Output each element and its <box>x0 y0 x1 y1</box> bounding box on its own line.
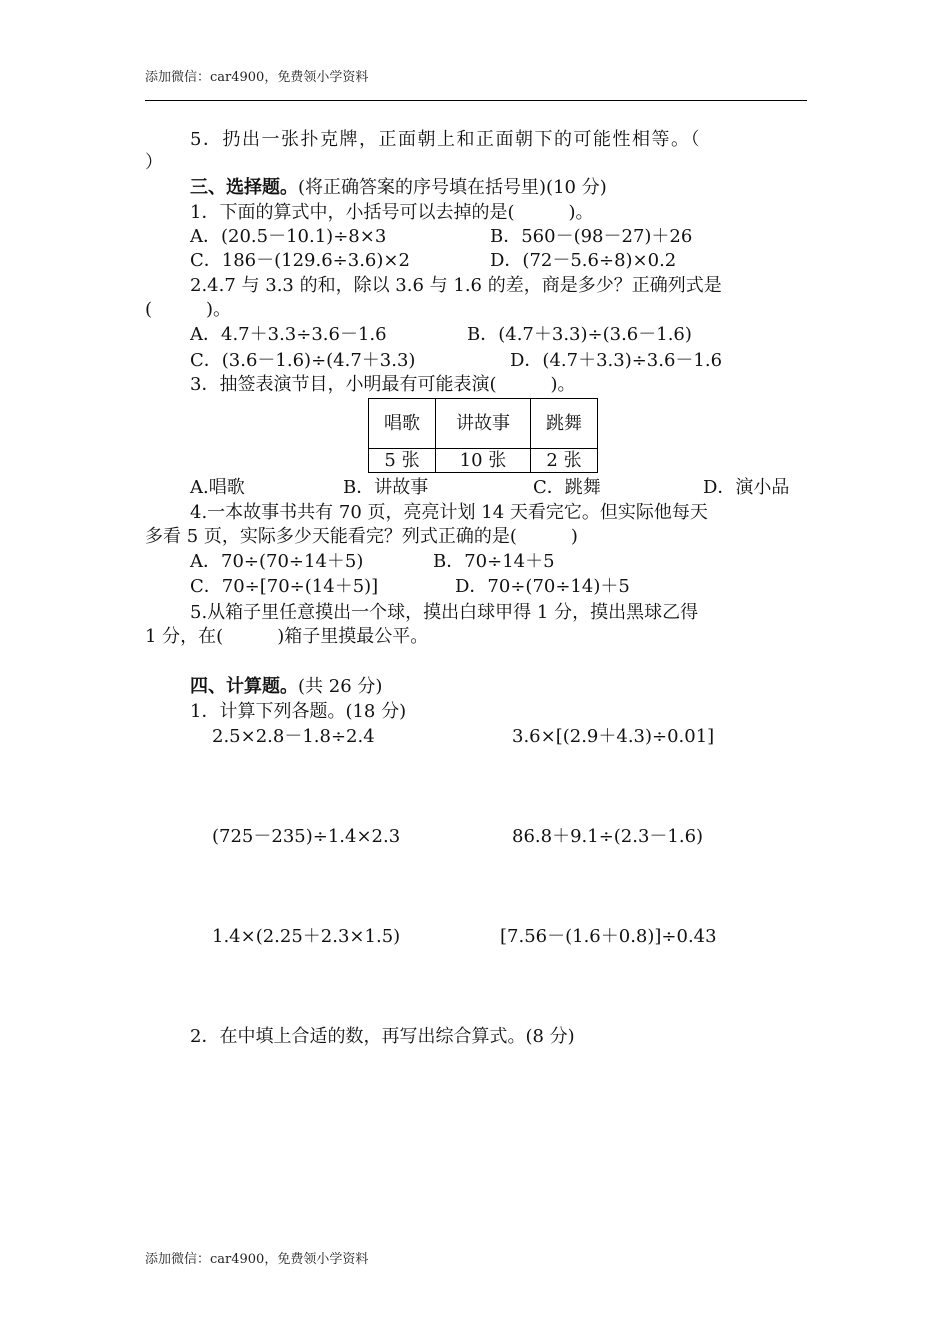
lottery-table-header: 跳舞 <box>531 399 598 449</box>
choice-q5-stem-line2: 1 分，在( )箱子里摸最公平。 <box>145 626 429 647</box>
judge-q5-line1: 5．扔出一张扑克牌，正面朝上和正面朝下的可能性相等。（ <box>190 129 701 150</box>
choice-q3-option-a: A.唱歌 <box>190 477 245 498</box>
choice-section-title: 三、选择题。 <box>190 177 298 198</box>
choice-section-heading <box>190 176 607 200</box>
choice-q4-stem-line2: 多看 5 页，实际多少天能看完？列式正确的是( ) <box>145 526 578 547</box>
choice-q1-option-d: D．(72－5.6÷8)×0.2 <box>490 250 677 271</box>
choice-q1-option-c: C．186－(129.6÷3.6)×2 <box>190 250 410 271</box>
choice-q4-option-d: D．70÷(70÷14)＋5 <box>455 576 630 597</box>
choice-q4-stem-line1: 4.一本故事书共有 70 页，亮亮计划 14 天看完它。但实际他每天 <box>190 502 708 523</box>
lottery-table-cell: 5 张 <box>369 449 436 473</box>
lottery-table-cell: 10 张 <box>436 449 531 473</box>
choice-q2-stem-line1: 2.4.7 与 3.3 的和，除以 3.6 与 1.6 的差，商是多少？正确列式是 <box>190 275 722 296</box>
choice-q2-option-b: B．(4.7＋3.3)÷(3.6－1.6) <box>467 324 692 345</box>
choice-q3-option-b: B．讲故事 <box>343 477 429 498</box>
choice-q2-option-c: C．(3.6－1.6)÷(4.7＋3.3) <box>190 350 416 371</box>
calc-expression: 1.4×(2.25＋2.3×1.5) <box>212 926 401 947</box>
calc-q1-stem: 1．计算下列各题。(18 分) <box>190 701 407 722</box>
lottery-table <box>368 398 598 473</box>
calc-section-title: 四、计算题。 <box>190 676 298 697</box>
calc-section-note: (共 26 分) <box>298 676 383 697</box>
lottery-table-cell: 2 张 <box>531 449 598 473</box>
choice-q4-option-c: C．70÷[70÷(14＋5)] <box>190 576 379 597</box>
page-header: 添加微信：car4900，免费领小学资料 <box>145 70 369 85</box>
choice-q3-stem: 3．抽签表演节目，小明最有可能表演( )。 <box>190 374 576 395</box>
lottery-table-header: 唱歌 <box>369 399 436 449</box>
calc-expression: [7.56－(1.6＋0.8)]÷0.43 <box>500 926 717 947</box>
choice-q2-stem-line2: ( )。 <box>145 299 232 320</box>
page-footer: 添加微信：car4900，免费领小学资料 <box>145 1252 369 1267</box>
calc-expression: 3.6×[(2.9＋4.3)÷0.01] <box>512 726 715 747</box>
choice-q2-option-d: D．(4.7＋3.3)÷3.6－1.6 <box>510 350 723 371</box>
judge-q5-line2: ） <box>145 152 163 173</box>
calc-expression: 2.5×2.8－1.8÷2.4 <box>212 726 375 747</box>
choice-section-note: (将正确答案的序号填在括号里)(10 分) <box>298 177 607 198</box>
calc-q2-stem: 2．在中填上合适的数，再写出综合算式。(8 分) <box>190 1026 575 1047</box>
choice-q1-option-a: A．(20.5－10.1)÷8×3 <box>190 226 387 247</box>
choice-q5-stem-line1: 5.从箱子里任意摸出一个球，摸出白球甲得 1 分，摸出黑球乙得 <box>190 602 699 623</box>
choice-q4-option-a: A．70÷(70÷14＋5) <box>190 551 364 572</box>
calc-expression: (725－235)÷1.4×2.3 <box>212 826 401 847</box>
choice-q1-option-b: B．560－(98－27)＋26 <box>490 226 693 247</box>
header-divider <box>145 100 807 101</box>
calc-section-heading <box>190 675 382 699</box>
choice-q2-option-a: A．4.7＋3.3÷3.6－1.6 <box>190 324 387 345</box>
choice-q3-option-d: D．演小品 <box>703 477 790 498</box>
lottery-table-header: 讲故事 <box>436 399 531 449</box>
choice-q3-option-c: C．跳舞 <box>533 477 601 498</box>
choice-q1-stem: 1．下面的算式中，小括号可以去掉的是( )。 <box>190 202 594 223</box>
choice-q4-option-b: B．70÷14＋5 <box>433 551 555 572</box>
calc-expression: 86.8＋9.1÷(2.3－1.6) <box>512 826 704 847</box>
